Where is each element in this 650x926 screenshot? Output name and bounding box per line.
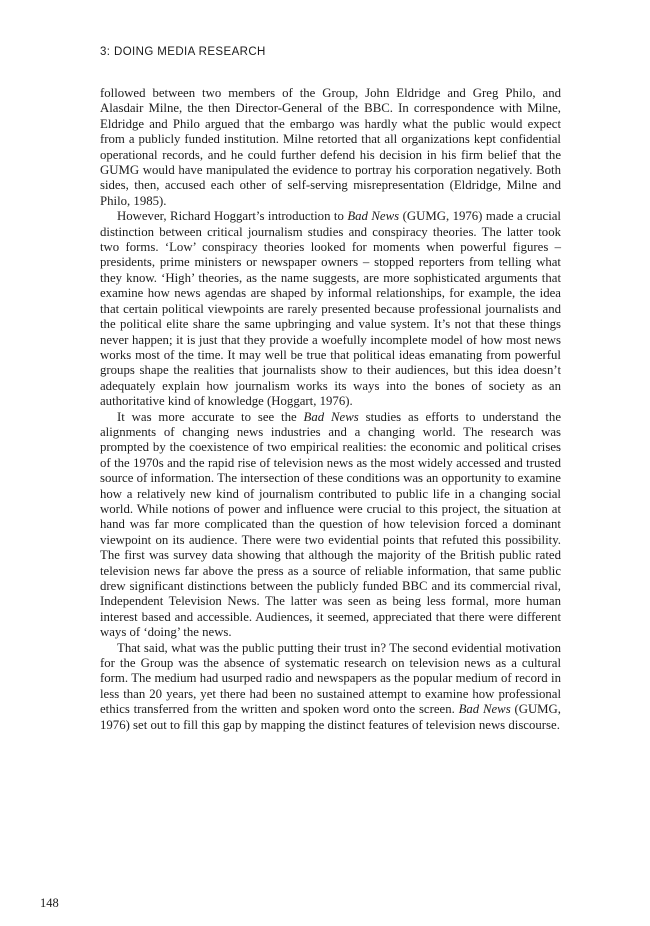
paragraph-2-text-pre: However, Richard Hoggart’s introduction to <box>117 209 348 224</box>
paragraph-1 <box>100 86 561 209</box>
paragraph-4 <box>100 641 561 733</box>
paragraph-4-text-pre: That said, what was the public putting their trust in? The second evidential motivation for the Group was the absence of systematic research on television news as a cultural form. The medium had usurped radio and newspapers as the popular medium of record in less than 20 years, yet there had been no sustained attempt to examine how professional ethics transferred from the written and spoken word onto the screen. <box>100 640 561 717</box>
page-number: 148 <box>40 896 59 910</box>
paragraph-3-text-pre: It was more accurate to see the <box>117 409 304 424</box>
paragraph-4-italic-title: Bad News <box>458 702 511 717</box>
paragraph-2-italic-title: Bad News <box>347 209 400 224</box>
paragraph-1-text: followed between two members of the Group, John Eldridge and Greg Philo, and Alasdair Milne, the then Director-General of the BBC. In correspondence with Milne, Eldridge and Philo argued that the embargo was hardly what the public would expect from a publicly funded institution. Milne retorted that all organizations kept confidential operational records, and he could further defend his decision in his firm belief that the GUMG would have manipulated the evidence to portray his corporation negatively. Both sides, then, accused each other of self-serving misrepresentation (Eldridge, Milne and Philo, 1985). <box>100 86 561 208</box>
paragraph-2 <box>100 209 561 409</box>
paragraph-3-text-post: studies as efforts to understand the alignments of changing news industries and a changing world. The research was prompted by the coexistence of two empirical realities: the economic and political crises of the 1970s and the rapid rise of television news as the most widely accessed and trusted source of information. The intersection of these conditions was an opportunity to examine how a relatively new kind of journalism contributed to public life in a changing social world. While notions of power and influence were crucial to this project, the situation at hand was far more complicated than the question of how television forced a dominant viewpoint on its audience. There were two evidential points that refuted this possibility. The first was survey data showing that although the majority of the British public rated television news far above the press as a source of reliable information, that same public drew significant distinctions between the publicly funded BBC and its commercial rival, Independent Television News. The latter was seen as being less formal, more human interest based and accessible. Audiences, it seemed, appreciated that there were different ways of ‘doing’ the news. <box>100 409 561 640</box>
running-header: 3: DOING MEDIA RESEARCH <box>100 46 266 58</box>
paragraph-2-text-post: (GUMG, 1976) made a crucial distinction between critical journalism studies and conspiracy theories. The latter took two forms. ‘Low’ conspiracy theories looked for moments when powerful figures – presidents, prime ministers or newspaper owners – stopped reporters from telling what they know. ‘High’ theories, as the name suggests, are more sophisticated arguments that examine how news agendas are shaped by informal relationships, for example, the idea that certain political viewpoints are rarely presented because professional journalists and the political elite share the same upbringing and value system. It’s not that these things never happen; it is just that they provide a woefully incomplete model of how most news works most of the time. It may well be true that political ideas emanating from powerful groups shape the realities that journalists show to their audiences, but this idea doesn’t adequately explain how journalism works its ways into the bones of society as an authoritative kind of knowledge (Hoggart, 1976). <box>100 209 561 409</box>
paragraph-4-text-post: (GUMG, 1976) set out to fill this gap by mapping the distinct features of television news discourse. <box>100 702 562 732</box>
body-text <box>100 86 561 733</box>
paragraph-3-italic-title: Bad News <box>303 409 359 424</box>
paragraph-3 <box>100 410 561 641</box>
